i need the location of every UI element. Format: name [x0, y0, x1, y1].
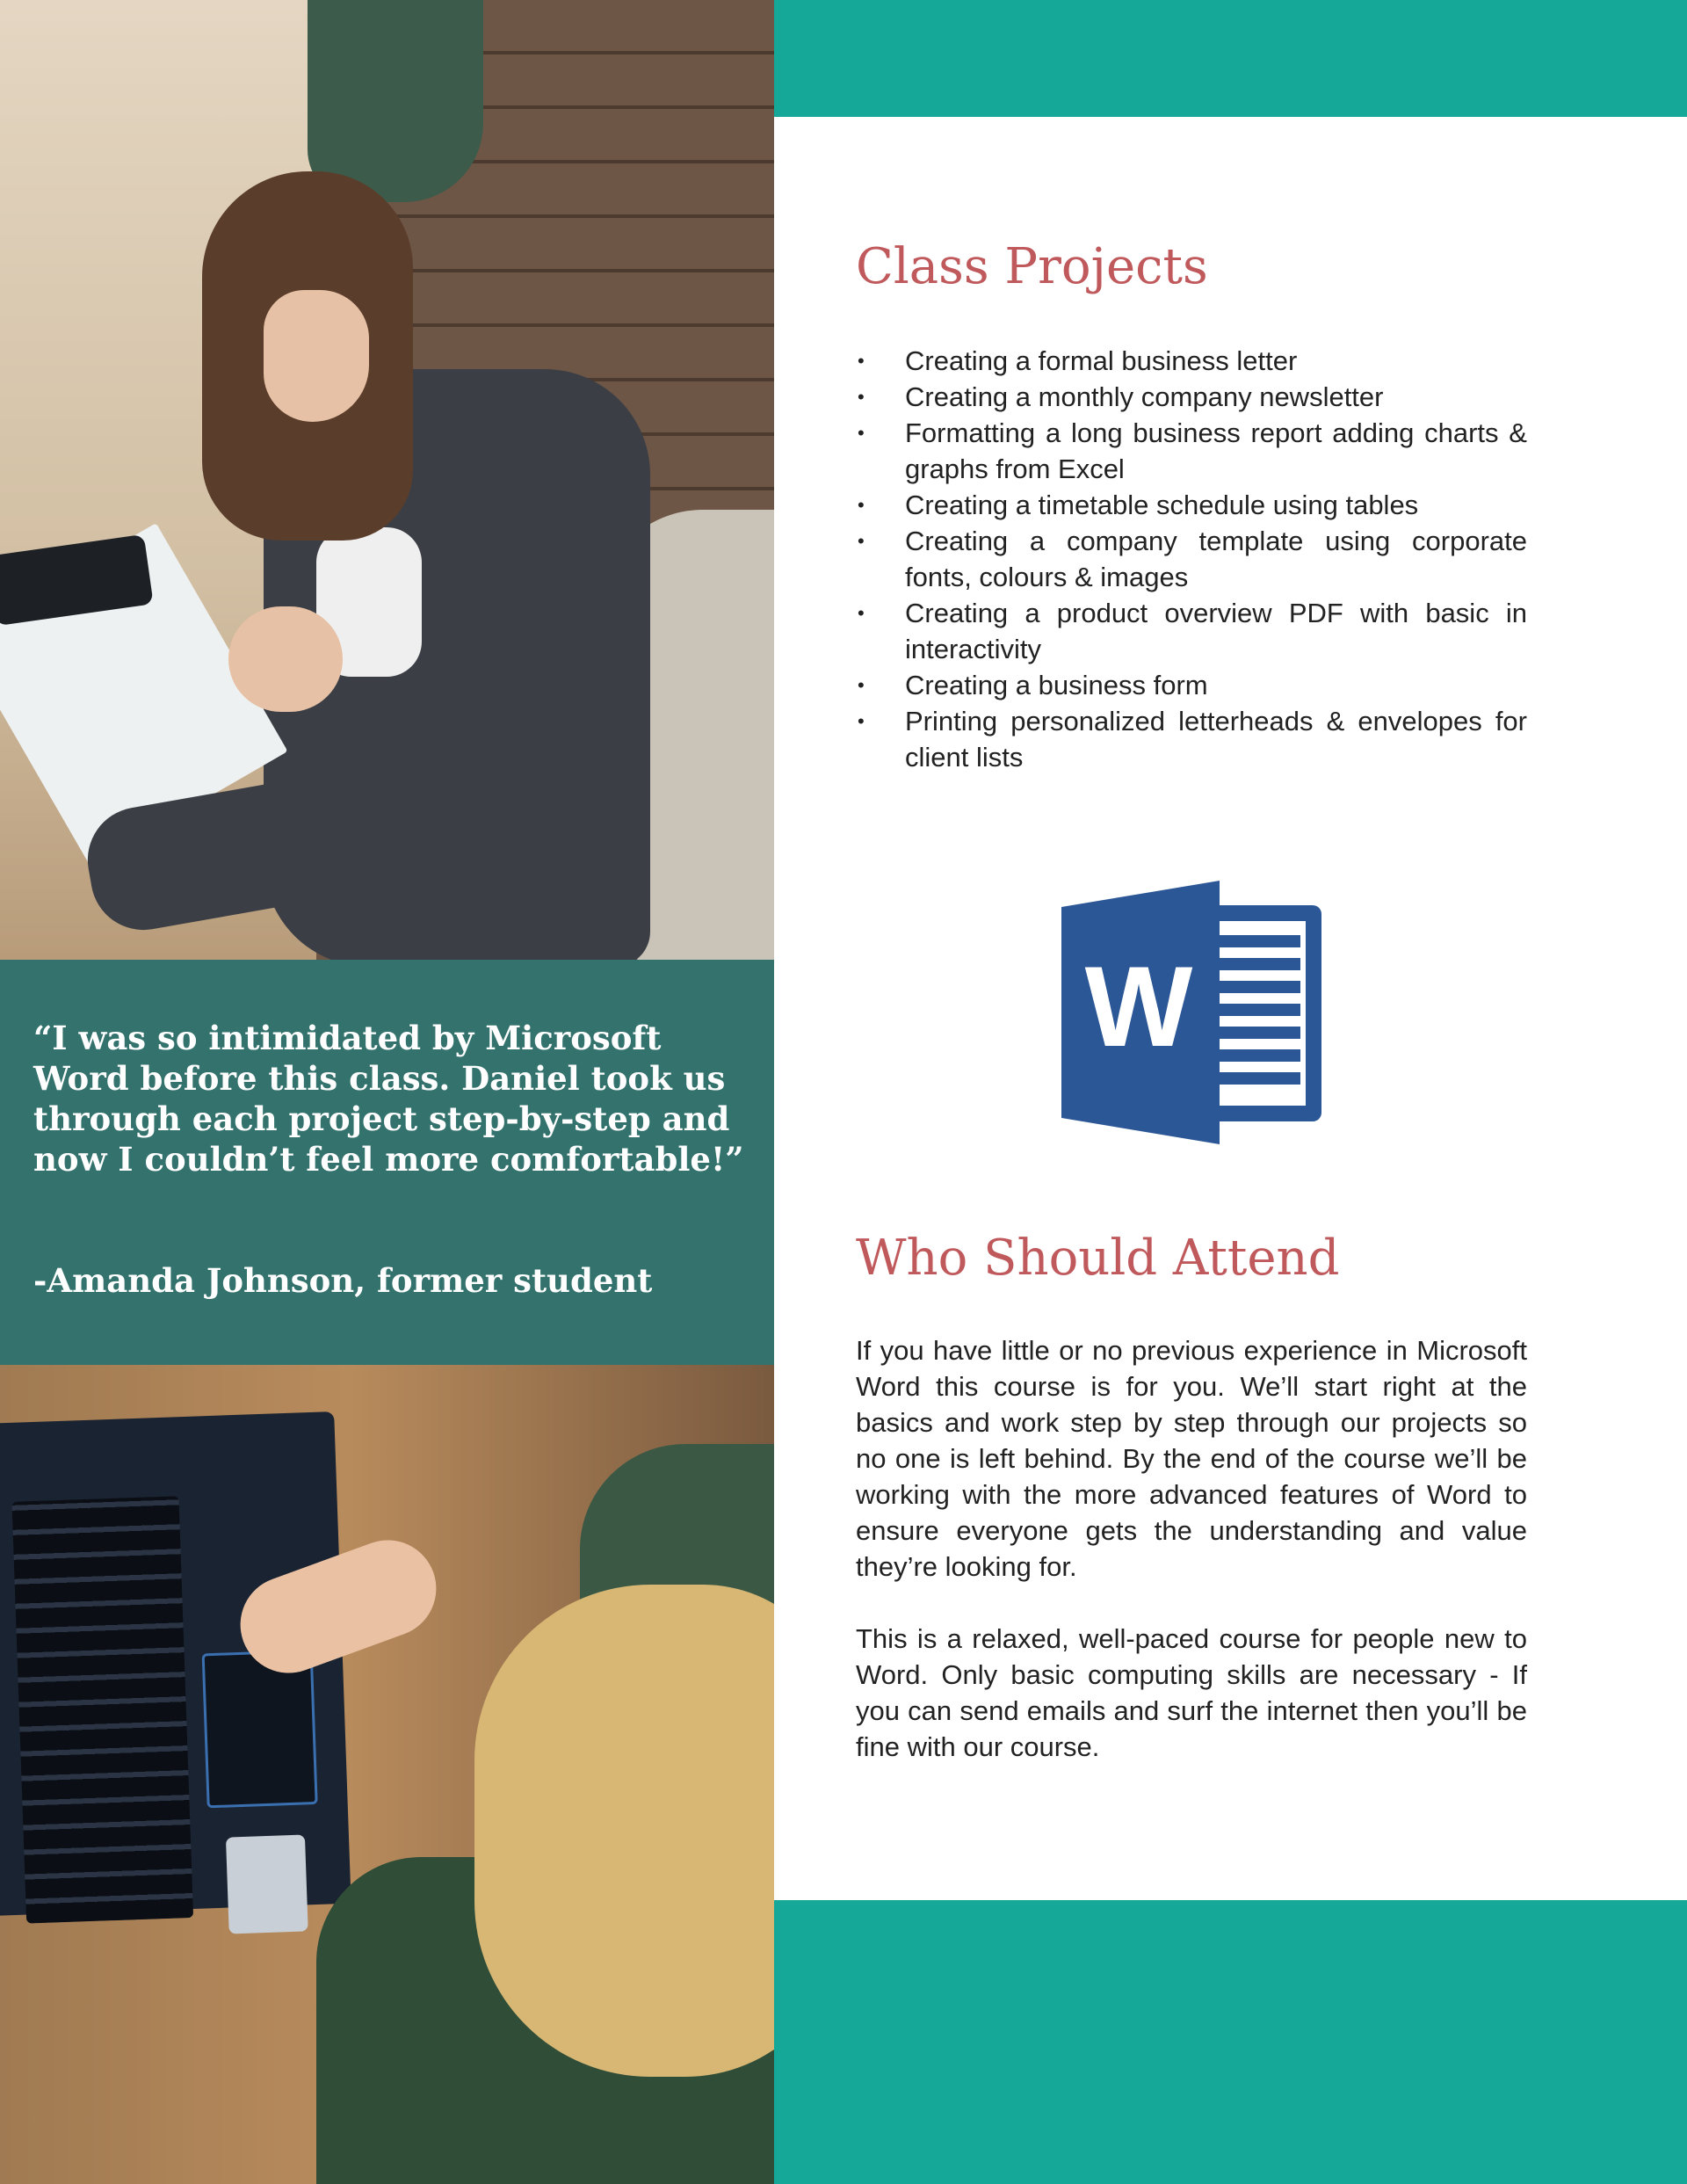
photo-column — [0, 0, 774, 2184]
woman-face — [264, 290, 369, 422]
laptop-trackpad — [202, 1650, 318, 1808]
laptop-keyboard — [11, 1496, 193, 1923]
green-chair — [308, 0, 483, 202]
class-projects-list — [856, 343, 1527, 775]
word-letter: W — [1084, 942, 1193, 1070]
photo-woman-laptop — [0, 1365, 774, 2184]
microsoft-word-icon — [1061, 881, 1321, 1144]
word-line — [1216, 1072, 1300, 1085]
list-item: • Creating a business form — [856, 667, 1527, 703]
list-item: • Creating a timetable schedule using tables — [856, 487, 1527, 523]
bottom-accent-bar — [774, 1900, 1687, 2184]
blonde-hair — [474, 1585, 774, 2077]
woman-hand — [228, 606, 343, 712]
who-should-attend-body — [856, 1332, 1527, 1801]
paragraph: If you have little or no previous experience in Microsoft Word this course is for you. We’ll start right at the basics and work step by step through our projects so no one is left behind. By the end of the course we’ll be working with the more advanced features of Word to ensure everyone gets the understanding and value they’re looking for. — [856, 1335, 1527, 1582]
list-item: • Creating a monthly company newsletter — [856, 379, 1527, 415]
list-item: • Creating a product overview PDF with basic in interactivity — [856, 595, 1527, 667]
testimonial-box — [0, 960, 774, 1365]
laptop-sticker — [226, 1834, 308, 1934]
top-accent-bar — [774, 0, 1687, 117]
list-item: • Creating a formal business letter — [856, 343, 1527, 379]
word-line — [1216, 981, 1300, 993]
photo-woman-writing — [0, 0, 774, 960]
class-projects-heading: Class Projects — [856, 238, 1208, 295]
word-line — [1216, 935, 1300, 947]
word-line — [1216, 1049, 1300, 1062]
word-line — [1216, 1004, 1300, 1016]
who-should-attend-heading: Who Should Attend — [856, 1230, 1340, 1287]
list-item: • Creating a company template using corporate fonts, colours & images — [856, 523, 1527, 595]
testimonial-author: -Amanda Johnson, former student — [33, 1261, 653, 1300]
testimonial-quote: “I was so intimidated by Microsoft Word before this class. Daniel took us through each project step-by-step and now I couldn’t feel more comfortable!” — [33, 1019, 744, 1179]
word-line — [1216, 1027, 1300, 1039]
list-item: • Printing personalized letterheads & envelopes for client lists — [856, 703, 1527, 775]
list-item: • Formatting a long business report adding charts & graphs from Excel — [856, 415, 1527, 487]
word-line — [1216, 958, 1300, 970]
paragraph: This is a relaxed, well-paced course for people new to Word. Only basic computing skills are necessary - If you can send emails and surf the internet then you’ll be fine with our course. — [856, 1623, 1527, 1762]
